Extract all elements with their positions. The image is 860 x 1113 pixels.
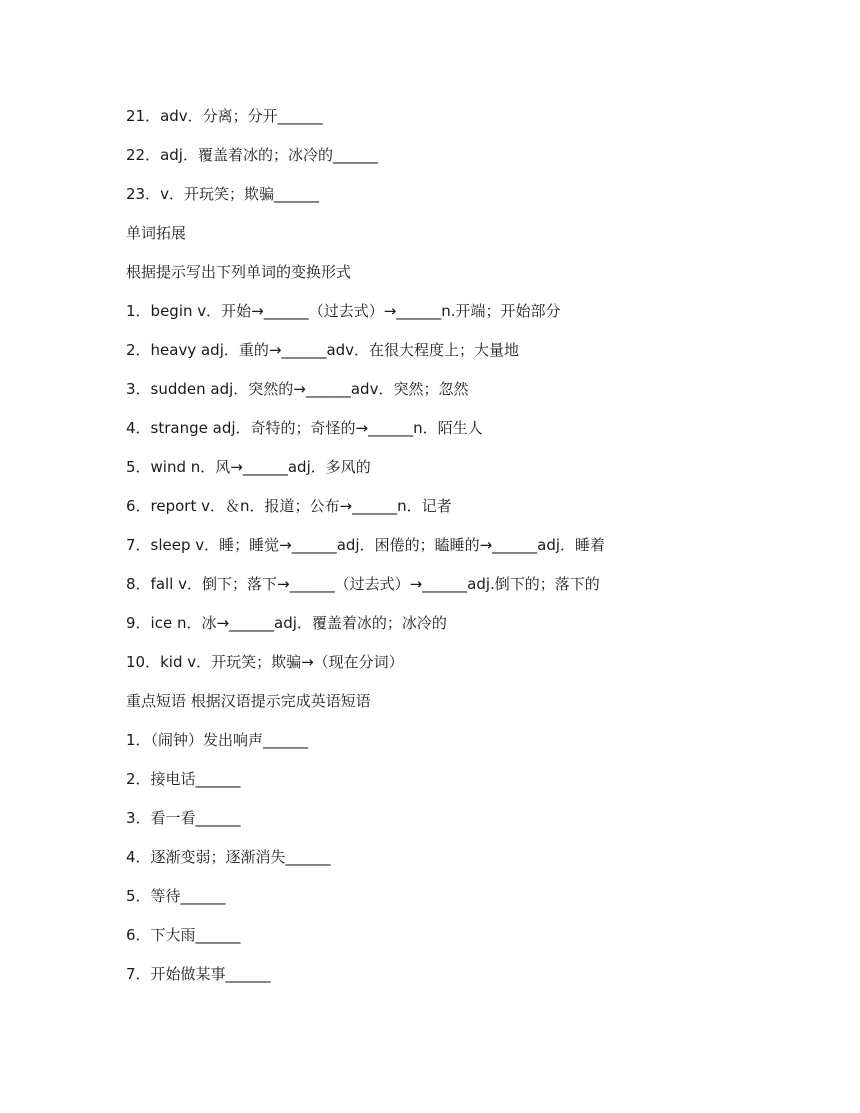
word-form-item-10: 10．kid v．开玩笑；欺骗→（现在分词）	[126, 653, 404, 671]
word-form-item-5: 5．wind n．风→______adj．多风的	[126, 458, 371, 476]
vocab-item-22: 22．adj．覆盖着冰的；冰冷的______	[126, 146, 378, 164]
document-body	[126, 105, 826, 1002]
word-form-item-4: 4．strange adj．奇特的；奇怪的→______n．陌生人	[126, 419, 483, 437]
vocab-item-21: 21．adv．分离；分开______	[126, 107, 323, 125]
section-heading-word-expansion: 单词拓展	[126, 224, 187, 242]
word-form-item-7: 7．sleep v．睡；睡觉→______adj．困倦的；瞌睡的→______adj．睡着	[126, 536, 606, 554]
vocab-item-23: 23．v．开玩笑；欺骗______	[126, 185, 319, 203]
phrase-item-6: 6．下大雨______	[126, 926, 241, 944]
word-form-item-9: 9．ice n．冰→______adj．覆盖着冰的；冰冷的	[126, 614, 447, 632]
phrase-item-5: 5．等待______	[126, 887, 226, 905]
word-form-item-1: 1．begin v．开始→______（过去式）→______n.开端；开始部分	[126, 302, 561, 320]
section-heading-key-phrases: 重点短语 根据汉语提示完成英语短语	[126, 692, 371, 710]
section-instruction-word-forms: 根据提示写出下列单词的变换形式	[126, 263, 352, 281]
word-form-item-2: 2．heavy adj．重的→______adv．在很大程度上；大量地	[126, 341, 520, 359]
phrase-item-3: 3．看一看______	[126, 809, 241, 827]
phrase-item-4: 4．逐渐变弱；逐渐消失______	[126, 848, 331, 866]
word-form-item-8: 8．fall v．倒下；落下→______（过去式）→______adj.倒下的；落下的	[126, 575, 600, 593]
word-form-item-6: 6．report v．＆n．报道；公布→______n．记者	[126, 497, 452, 515]
word-form-item-3: 3．sudden adj．突然的→______adv．突然；忽然	[126, 380, 469, 398]
phrase-item-2: 2．接电话______	[126, 770, 241, 788]
phrase-item-1: 1．（闹钟）发出响声______	[126, 731, 309, 749]
phrase-item-7: 7．开始做某事______	[126, 965, 271, 983]
